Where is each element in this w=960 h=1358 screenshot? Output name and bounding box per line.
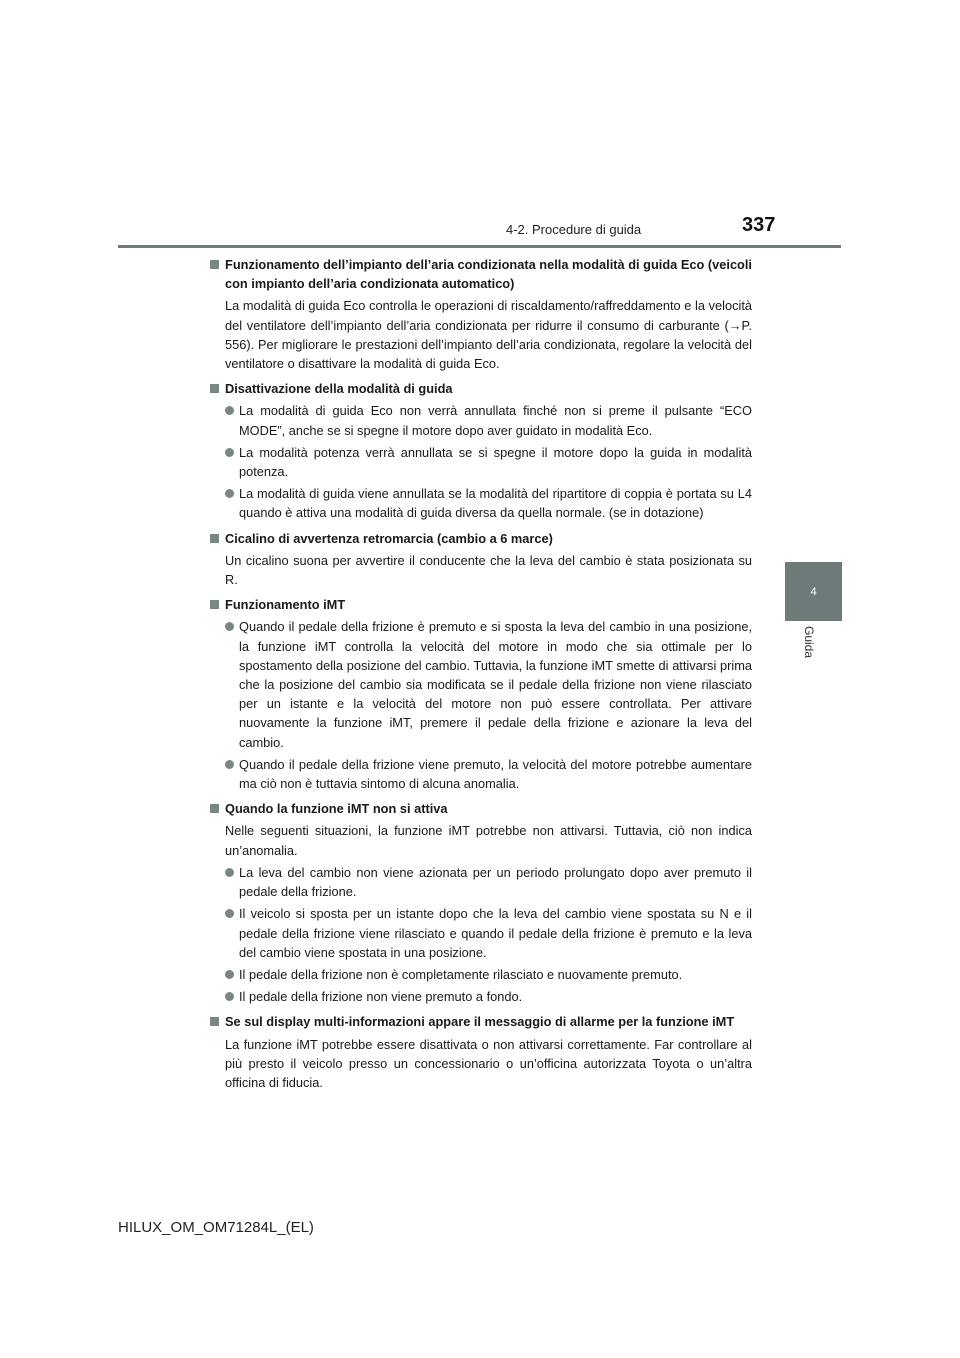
square-bullet-icon — [210, 260, 219, 269]
section — [210, 1012, 752, 1092]
bullet-item — [210, 484, 752, 522]
round-bullet-icon — [225, 406, 234, 415]
section-title — [210, 529, 752, 548]
section-title-text: Cicalino di avvertenza retromarcia (cambio a 6 marce) — [225, 530, 553, 546]
bullet-text: Il pedale della frizione non viene premuto a fondo. — [239, 989, 523, 1005]
section-title-text: Funzionamento iMT — [225, 597, 346, 613]
bullet-text: Quando il pedale della frizione viene premuto, la velocità del motore potrebbe aumentare ma ciò non è tuttavia sintomo di alcuna anomalia. — [239, 756, 752, 792]
section-paragraph: La funzione iMT potrebbe essere disattivata o non attivarsi correttamente. Far controllare al più presto il veicolo presso un concessionario o un’officina autorizzata Toyota o un’altra officina di fiducia. — [225, 1036, 752, 1090]
chapter-tab-number: 4 — [810, 585, 817, 598]
section-paragraph: La modalità di guida Eco controlla le operazioni di riscaldamento/raffreddamento e la velocità del ventilatore dell’impianto dell’aria condizionata per ridurre il consumo di carburante (→P. 556). Per migliorare le prestazioni dell’impianto dell’aria condizionata, regolare la velocità del ventilatore o disattivare la modalità di guida Eco. — [225, 298, 752, 372]
bullet-text: La modalità di guida viene annullata se la modalità del ripartitore di coppia è portata su L4 quando è attiva una modalità di guida diversa da quella normale. (se in dotazione) — [239, 486, 752, 521]
section-title — [210, 595, 752, 614]
round-bullet-icon — [225, 868, 234, 877]
bullet-text: La modalità di guida Eco non verrà annullata finché non si preme il pulsante “ECO MODE”, anche se si spegne il motore dopo aver guidato in modalità Eco. — [239, 403, 752, 438]
section — [210, 595, 752, 793]
section-title — [210, 799, 752, 818]
bullet-text: Il pedale della frizione non è completamente rilasciato e nuovamente premuto. — [239, 966, 683, 982]
bullet-item — [210, 965, 752, 984]
section — [210, 799, 752, 1006]
round-bullet-icon — [225, 622, 234, 631]
round-bullet-icon — [225, 489, 234, 498]
footer-doc-code: HILUX_OM_OM71284L_(EL) — [118, 1219, 314, 1236]
square-bullet-icon — [210, 600, 219, 609]
round-bullet-icon — [225, 909, 234, 918]
bullet-item — [210, 617, 752, 751]
header-section-title: 4-2. Procedure di guida — [506, 222, 642, 237]
header-rule — [118, 245, 841, 248]
square-bullet-icon — [210, 534, 219, 543]
page-number: 337 — [742, 214, 776, 236]
section-title — [210, 255, 752, 293]
section-title — [210, 1012, 752, 1031]
section-title — [210, 379, 752, 398]
section-title-text: Funzionamento dell’impianto dell’aria condizionata nella modalità di guida Eco (veicoli con impianto dell’aria condizionata automatico) — [225, 257, 752, 292]
page-content — [210, 255, 752, 1098]
section-title-text: Se sul display multi-informazioni appare il messaggio di allarme per la funzione iMT — [225, 1014, 735, 1030]
bullet-item — [210, 443, 752, 481]
bullet-text: La modalità potenza verrà annullata se si spegne il motore dopo la guida in modalità potenza. — [239, 444, 752, 480]
round-bullet-icon — [225, 448, 234, 457]
round-bullet-icon — [225, 760, 234, 769]
bullet-item — [210, 755, 752, 793]
square-bullet-icon — [210, 804, 219, 813]
round-bullet-icon — [225, 992, 234, 1001]
section-title-text: Disattivazione della modalità di guida — [225, 381, 453, 397]
round-bullet-icon — [225, 970, 234, 979]
bullet-item — [210, 987, 752, 1006]
chapter-tab-label: Guida — [802, 626, 816, 659]
section — [210, 255, 752, 373]
section — [210, 529, 752, 590]
bullet-item — [210, 863, 752, 901]
bullet-text: Quando il pedale della frizione è premuto e si sposta la leva del cambio in una posizione, la funzione iMT controlla la velocità del motore in modo che sia ottimale per lo spostamento della posizione del cambio. Tuttavia, la funzione iMT smette di attivarsi prima che la posizione del cambio sia modificata se il pedale della frizione non viene rilasciato per un istante e la velocità del motore non può essere controllata. Per attivare nuovamente la funzione iMT, premere il pedale della frizione e azionare la leva del cambio. — [239, 619, 752, 750]
section-title-text: Quando la funzione iMT non si attiva — [225, 801, 448, 817]
bullet-text: La leva del cambio non viene azionata per un periodo prolungato dopo aver premuto il pedale della frizione. — [239, 864, 752, 900]
square-bullet-icon — [210, 384, 219, 393]
section — [210, 379, 752, 522]
square-bullet-icon — [210, 1017, 219, 1026]
bullet-item — [210, 401, 752, 439]
section-paragraph: Nelle seguenti situazioni, la funzione iMT potrebbe non attivarsi. Tuttavia, ciò non indica un’anomalia. — [225, 823, 752, 858]
section-paragraph: Un cicalino suona per avvertire il conducente che la leva del cambio è stata posizionata su R. — [225, 552, 752, 588]
chapter-tab[interactable] — [785, 562, 842, 621]
bullet-item — [210, 904, 752, 962]
bullet-text: Il veicolo si sposta per un istante dopo che la leva del cambio viene spostata su N e il pedale della frizione viene rilasciato e quando il pedale della frizione è premuto e la leva del cambio viene spostata in una posizione. — [239, 906, 752, 960]
